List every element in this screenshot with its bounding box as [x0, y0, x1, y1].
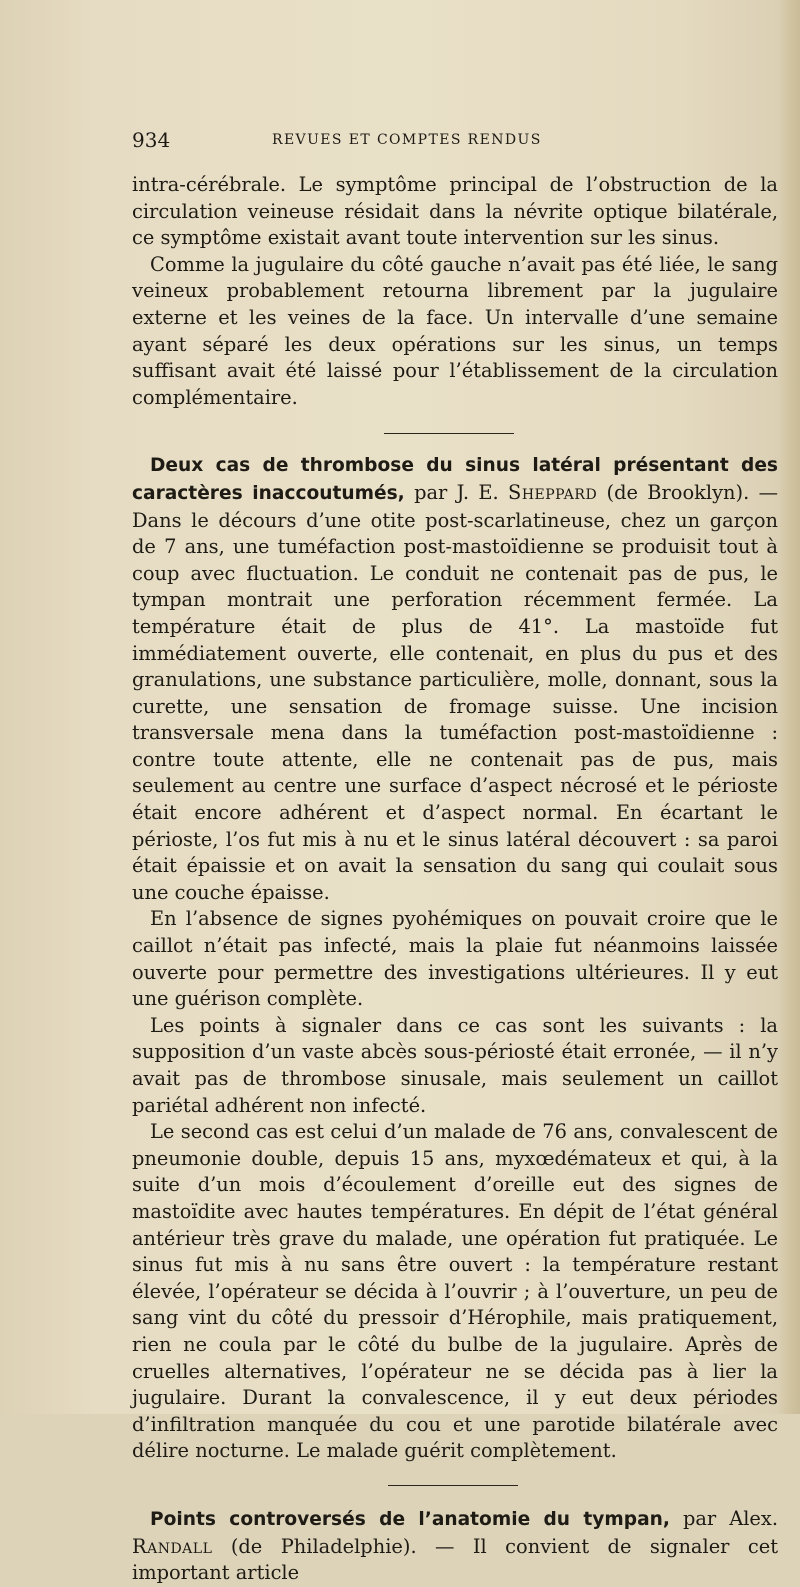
running-title: REVUES ET COMPTES RENDUS	[272, 132, 542, 148]
author-prefix: par J. E.	[404, 480, 509, 504]
author-name: Randall	[132, 1534, 213, 1558]
author-name: Sheppard	[508, 480, 598, 504]
section-divider	[388, 1485, 518, 1486]
section-divider	[384, 433, 514, 434]
article-paragraph	[132, 1506, 778, 1587]
paragraph: intra-cérébrale. Le symptôme principal de l’obstruction de la circulation veineuse résidait dans la névrite optique bilatérale, ce symptôme existait avant toute intervention sur les sinus.	[132, 173, 778, 250]
page-number: 934	[132, 128, 171, 152]
paragraph: Le second cas est celui d’un malade de 76 ans, convalescent de pneumonie double, depuis 15 ans, myxœdémateux et qui, à la suite d’un mois d’écoulement d’oreille eut des signes de mastoïdite avec hautes températures. En dépit de l’état général antérieur très grave du malade, une opération fut pratiquée. Le sinus fut mis à nu sans être ouvert : la température restant élevée, l’opérateur se décida à l’ouvrir ; à l’ouverture, un peu de sang vint du côté du pressoir d’Hérophile, mais pratiquement, rien ne coula par le côté du bulbe de la jugulaire. Après de cruelles alternatives, l’opérateur ne se décida pas à lier la jugulaire. Durant la convalescence, il y eut deux périodes d’infiltration manquée du cou et une parotide bilatérale avec délire nocturne. Le malade guérit complètement.	[132, 1120, 778, 1463]
author-prefix: par Alex.	[669, 1506, 778, 1530]
article-title: Deux cas de thrombose du sinus latéral présentant des caractères inaccoutumés,	[132, 455, 778, 504]
article-paragraph	[132, 452, 778, 906]
running-header	[132, 128, 782, 154]
body-text	[132, 172, 778, 1587]
paragraph: En l’absence de signes pyohémiques on pouvait croire que le caillot n’était pas infecté, mais la plaie fut néanmoins laissée ouverte pour permettre des investigations ultérieures. Il y eut une guérison complète.	[132, 907, 778, 1011]
article-text: (de Brooklyn). — Dans le décours d’une otite post-scarlatineuse, chez un garçon de 7 ans, une tuméfaction post-mastoïdienne se produisit tout à coup avec fluctuation. Le conduit ne contenait pas de pus, le tympan montrait une perforation récemment fermée. La température était de plus de 41°. La mastoïde fut immédiatement ouverte, elle contenait, en plus du pus et des granulations, une substance particulière, molle, donnant, sous la curette, une sensation de fromage suisse. Une incision transversale mena dans la tuméfaction post-mastoïdienne : contre toute attente, elle ne contenait pas de pus, mais seulement au centre une surface d’aspect nécrosé et le périoste était encore adhérent et d’aspect normal. En écartant le périoste, l’os fut mis à nu et le sinus latéral découvert : sa paroi était épaissie et on avait la sensation du sang qui coulait sous une couche épaisse.	[132, 480, 778, 904]
article-text: (de Philadelphie). — Il convient de signaler cet important article	[132, 1534, 778, 1585]
paragraph: Les points à signaler dans ce cas sont les suivants : la supposition d’un vaste abcès sous-périosté était erronée, — il n’y avait pas de thrombose sinusale, mais seulement un caillot pariétal adhérent non infecté.	[132, 1013, 778, 1117]
article-title: Points controversés de l’anatomie du tympan,	[150, 1508, 670, 1530]
paragraph: Comme la jugulaire du côté gauche n’avait pas été liée, le sang veineux probablement retourna librement par la jugulaire externe et les veines de la face. Un intervalle d’une semaine ayant séparé les deux opérations sur les sinus, un temps suffisant avait été laissé pour l’établissement de la circulation complémentaire.	[132, 252, 778, 409]
page-edge-shadow	[778, 0, 800, 1414]
